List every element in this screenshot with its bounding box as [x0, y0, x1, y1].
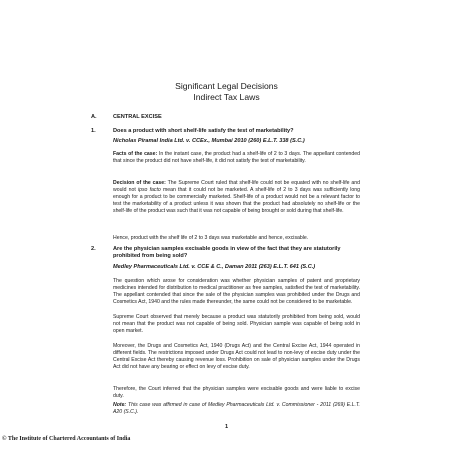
case-2-para-3: Moreover, the Drugs and Cosmetics Act, 1940 (Drugs Act) and the Central Excise Act, 1944 operated in different fields. The restrictions imposed under Drugs Act could not lead to non-levy of excise duty under the Central Excise Act thereby causing revenue loss. Prohibition on sale of physician samples under the Drugs Act did not have any bearing or effect on levy of excise duty. [113, 343, 360, 370]
section-heading [91, 114, 162, 120]
case-1-conclusion: Hence, product with the shelf life of 2 to 3 days was marketable and hence, excisable. [113, 235, 309, 241]
case-2-number: 2. [91, 246, 96, 252]
case-2-para-1: The question which arose for consideration was whether physician samples of patent and proprietary medicines intended for distribution to medical practitioner as free samples, satisfied the test of marketability. The appellant contended that since the sale of the physician samples was prohibited under the Drugs and Cosmetics Act, 1940 and the rules made thereunder, the same could not be considered to be marketable. [113, 278, 360, 305]
case-2-citation: Medley Pharmaceuticals Ltd. v. CCE & C., Daman 2011 (263) E.L.T. 641 (S.C.) [113, 264, 316, 270]
facts-text: In the instant case, the product had a shelf-life of 2 to 3 days. The appellant contended that since the product did not have shelf-life, it did not satisfy the test of marketability. [113, 151, 360, 164]
case-1-question: Does a product with short shelf-life satisfy the test of marketability? [113, 128, 294, 134]
section-label: CENTRAL EXCISE [113, 114, 162, 120]
page-number: 1 [224, 424, 229, 430]
decision-text-2: mean that it could not be marketed. A shelf-life of 2 to 3 days was sufficiently long enough for a product to be commercially marketed. Shelf-life of a product would not be a relevant factor to test the marketability of a product unless it was shown that the product had absolutely no shelf-life or the shelf-life of the product was such that it was not capable of being brought or sold during that shelf-life. [113, 186, 360, 214]
note-label: Note: [113, 402, 127, 408]
decision-italic: ipso facto [137, 186, 161, 193]
case-1-facts [113, 151, 360, 165]
case-2-para-2: Supreme Court observed that merely because a product was statutorily prohibited from being sold, would not mean that the product was not capable of being sold. Physician sample was capable of being sold in open market. [113, 314, 360, 334]
section-letter: A. [91, 114, 97, 120]
case-2-para-4: Therefore, the Court inferred that the physician samples were excisable goods and were liable to excise duty. [113, 386, 360, 399]
decision-text-1: The Supreme Court ruled that shelf-life could not be equated with no shelf-life and would not [113, 180, 361, 193]
footer-copyright: © The Institute of Chartered Accountants of India [2, 436, 131, 442]
page-title: Significant Legal Decisions [175, 81, 278, 91]
facts-label: Facts of the case: [113, 151, 158, 157]
note-text: This case was affirmed in case of Medley Pharmaceuticals Ltd. v. Commissioner - 2011 (269) E.L.T. A20 (S.C.). [113, 402, 360, 415]
decision-label: Decision of the case: [113, 180, 166, 186]
case-2-note [113, 402, 360, 416]
case-1-decision [113, 180, 360, 215]
case-1-number: 1. [91, 128, 96, 134]
case-2-question: Are the physician samples excisable goods in view of the fact that they are statutorily prohibited from being sold? [113, 246, 341, 259]
case-1-citation: Nicholas Piramal India Ltd. v. CCEx., Mumbai 2010 (260) E.L.T. 338 (S.C.) [113, 138, 305, 144]
page-subtitle: Indirect Tax Laws [193, 92, 260, 102]
